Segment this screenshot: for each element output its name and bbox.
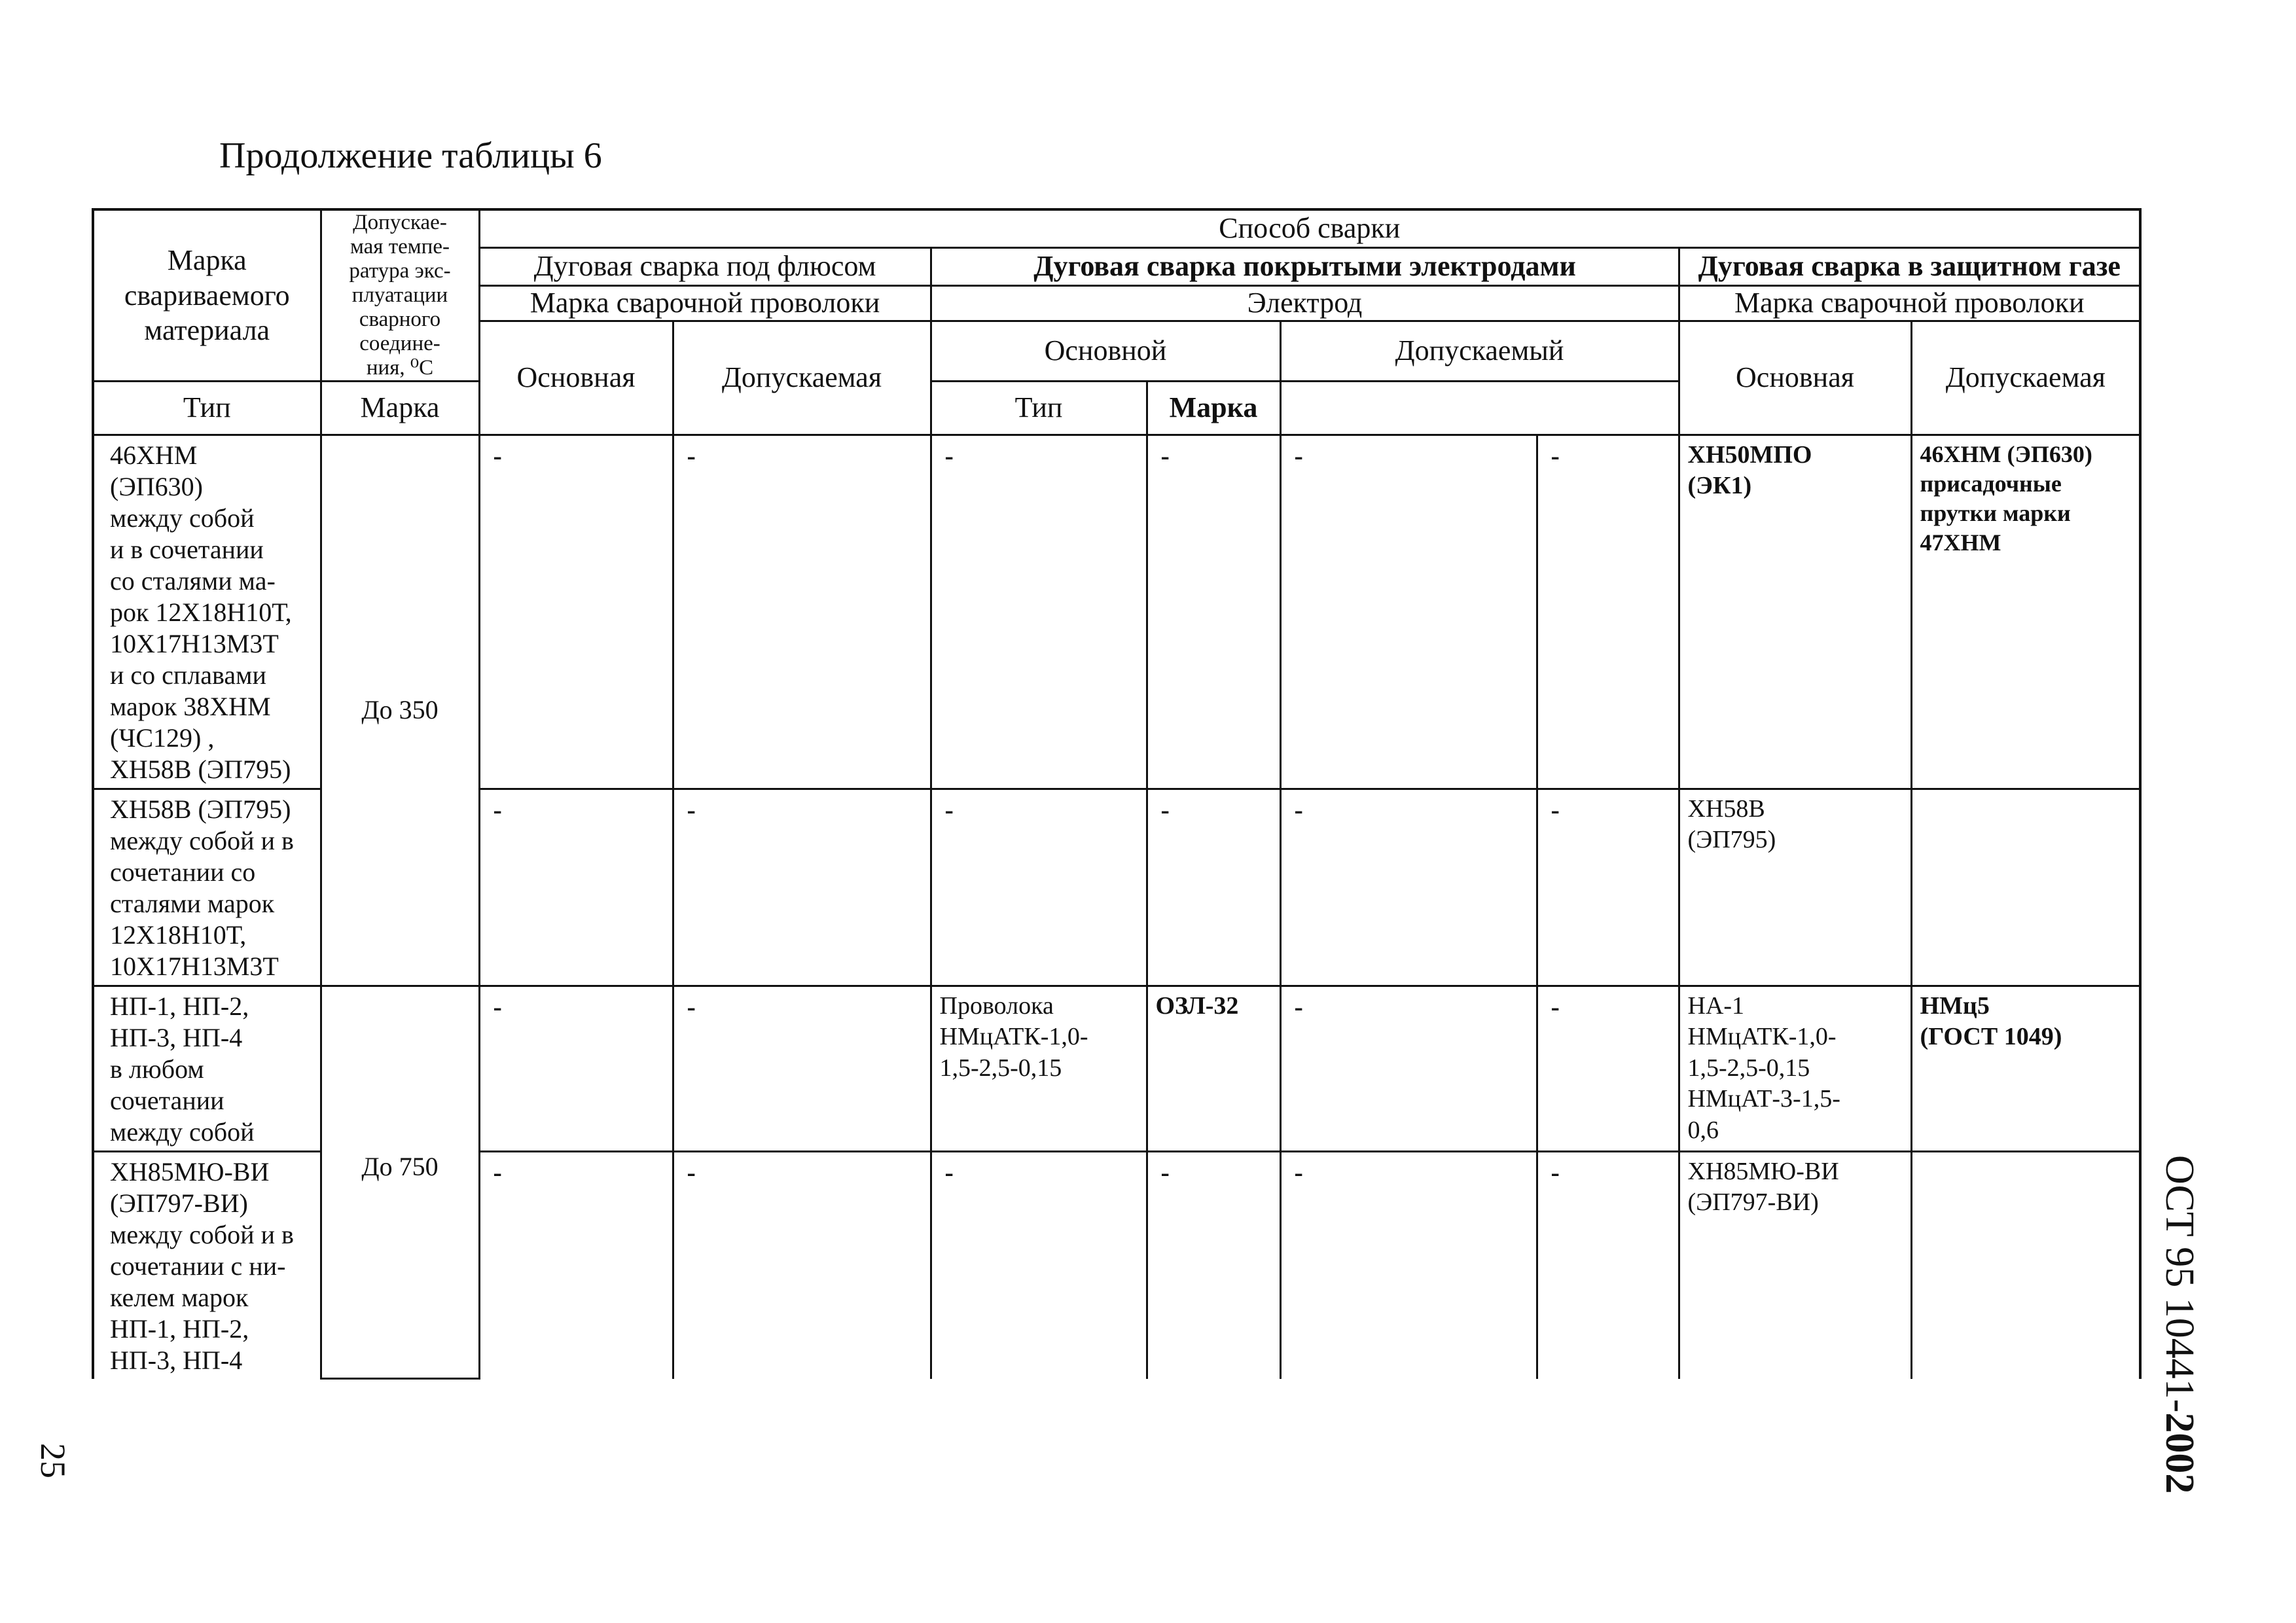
table-row [93,986,2140,1151]
electrode-primary-brand-cell: ОЗЛ-32 [1147,986,1280,1151]
header-coated-electrodes: Дуговая сварка покрытыми электродами [931,247,1679,285]
welding-materials-table [92,208,2142,1380]
electrode-primary-type-cell: - [931,789,1147,986]
electrode-primary-type-cell: - [931,1151,1147,1379]
page-title: Продолжение таблицы 6 [219,135,602,176]
header-temperature [321,209,479,381]
gas-permissible-cell: 46ХНМ (ЭП630) присадочные прутки марки 47ХНМ [1911,435,2140,789]
header-material-text: Марка свариваемого материала [124,243,290,347]
electrode-primary-brand-cell: - [1147,789,1280,986]
header-temperature-text: Допускае- мая темпе- ратура экс- плуатации сварного соедине- ния, ⁰С [349,211,451,380]
header-saw-primary: Основная [479,321,673,435]
electrode-permissible-brand-cell: - [1537,986,1679,1151]
header-shielding-gas: Дуговая сварка в защитном газе [1679,247,2140,285]
header-submerged-arc: Дуговая сварка под флюсом [479,247,931,285]
material-cell: ХН85МЮ-ВИ (ЭП797-ВИ) между собой и в сочетании с ни- келем марок НП-1, НП-2, НП-3, НП-4 [93,1151,321,1379]
material-cell: 46ХНМ (ЭП630) между собой и в сочетании со сталями ма- рок 12Х18Н10Т, 10Х17Н13М3Т и со сплавами марок 38ХНМ (ЧС129) , ХН58В (ЭП795) [93,435,321,789]
gas-permissible-cell: НМц5 (ГОСТ 1049) [1911,986,2140,1151]
header-material [93,209,321,381]
temperature-cell: До 750 [321,986,479,1379]
saw-primary-cell: - [479,435,673,789]
gas-primary-cell: ХН50МПО (ЭК1) [1679,435,1911,789]
saw-permissible-cell: - [673,1151,931,1379]
header-gas-primary: Основная [1679,321,1911,435]
material-cell: НП-1, НП-2, НП-3, НП-4 в любом сочетании между собой [93,986,321,1151]
header-saw-permissible: Допускаемая [673,321,931,435]
header-electrode-permissible: Допускаемый [1280,321,1679,381]
saw-permissible-cell: - [673,435,931,789]
saw-primary-cell: - [479,1151,673,1379]
electrode-permissible-type-cell: - [1280,435,1537,789]
electrode-primary-type-cell: - [931,435,1147,789]
gas-primary-cell: НА-1 НМцАТК-1,0- 1,5-2,5-0,15 НМцАТ-3-1,5- 0,6 [1679,986,1911,1151]
material-cell: ХН58В (ЭП795) между собой и в сочетании со сталями марок 12Х18Н10Т, 10Х17Н13М3Т [93,789,321,986]
electrode-permissible-type-cell: - [1280,986,1537,1151]
saw-permissible-cell: - [673,789,931,986]
table-row [93,435,2140,789]
header-wire-grade-saw: Марка сварочной проволоки [479,285,931,321]
electrode-permissible-type-cell: - [1280,789,1537,986]
header-permissible-type: Тип [931,381,1147,435]
temperature-cell: До 350 [321,435,479,986]
saw-permissible-cell: - [673,986,931,1151]
gas-permissible-cell [1911,789,2140,986]
header-gas-permissible: Допускаемая [1911,321,2140,435]
saw-primary-cell: - [479,986,673,1151]
document-code-prefix: ОСТ 95 10441- [2157,1155,2202,1413]
saw-primary-cell: - [479,789,673,986]
electrode-primary-brand-cell: - [1147,435,1280,789]
gas-primary-cell: ХН85МЮ-ВИ (ЭП797-ВИ) [1679,1151,1911,1379]
electrode-permissible-brand-cell: - [1537,1151,1679,1379]
electrode-permissible-brand-cell: - [1537,789,1679,986]
document-code [2156,1155,2202,1493]
header-permissible-brand: Марка [1147,381,1280,435]
header-wire-grade-gas: Марка сварочной проволоки [1679,285,2140,321]
electrode-primary-brand-cell: - [1147,1151,1280,1379]
header-electrode-primary: Основной [931,321,1280,381]
electrode-primary-type-cell: Проволока НМцАТК-1,0- 1,5-2,5-0,15 [931,986,1147,1151]
electrode-permissible-type-cell: - [1280,1151,1537,1379]
document-code-year: 2002 [2157,1412,2202,1494]
electrode-permissible-brand-cell: - [1537,435,1679,789]
gas-permissible-cell [1911,1151,2140,1379]
page-number: 25 [33,1443,73,1478]
header-primary-brand: Марка [321,381,479,435]
header-primary-type: Тип [93,381,321,435]
header-electrode: Электрод [931,285,1679,321]
header-welding-method: Способ сварки [479,209,2140,247]
gas-primary-cell: ХН58В (ЭП795) [1679,789,1911,986]
